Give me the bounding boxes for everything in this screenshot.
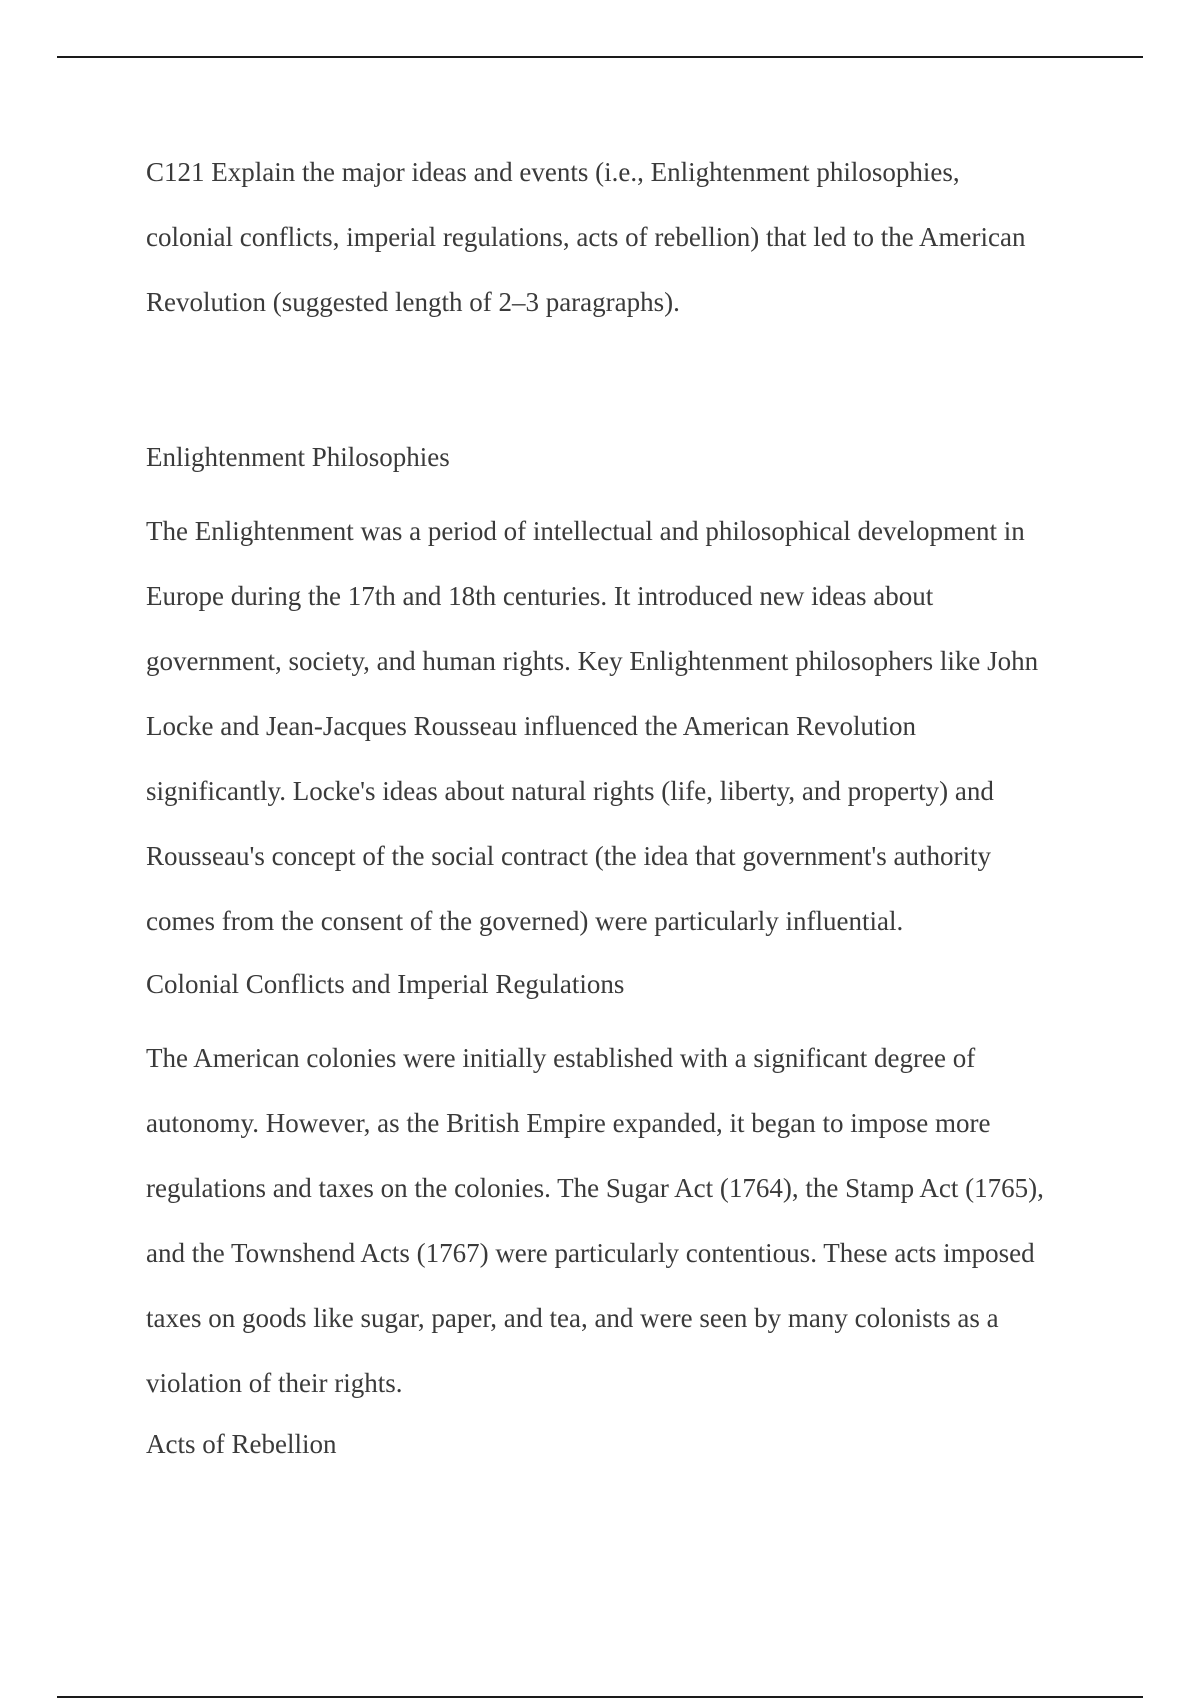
document-body [146, 140, 1066, 1464]
section-paragraph-colonial-conflicts: The American colonies were initially established with a significant degree of autonomy. However, as the British Empire expanded, it began to impose more regulations and taxes on the colonies. The Sugar Act (1764), the Stamp Act (1765), and the Townshend Acts (1767) were particularly contentious. These acts imposed taxes on goods like sugar, paper, and tea, and were seen by many colonists as a violation of their rights. [146, 1043, 1044, 1398]
section-heading-enlightenment: Enlightenment Philosophies [146, 442, 450, 472]
assignment-prompt: C121 Explain the major ideas and events (i.e., Enlightenment philosophies, colonial conflicts, imperial regulations, acts of rebellion) that led to the American Revolution (suggested length of 2–3 paragraphs). [146, 157, 1026, 317]
bottom-rule [57, 1696, 1143, 1698]
section-paragraph-enlightenment: The Enlightenment was a period of intellectual and philosophical development in Europe during the 17th and 18th centuries. It introduced new ideas about government, society, and human rights. Key Enlightenment philosophers like John Locke and Jean-Jacques Rousseau influenced the American Revolution significantly. Locke's ideas about natural rights (life, liberty, and property) and Rousseau's concept of the social contract (the idea that government's authority comes from the consent of the governed) were particularly influential. [146, 516, 1039, 936]
section-heading-colonial-conflicts: Colonial Conflicts and Imperial Regulations [146, 969, 625, 999]
section-heading-acts-of-rebellion: Acts of Rebellion [146, 1429, 337, 1459]
top-rule [57, 56, 1143, 58]
